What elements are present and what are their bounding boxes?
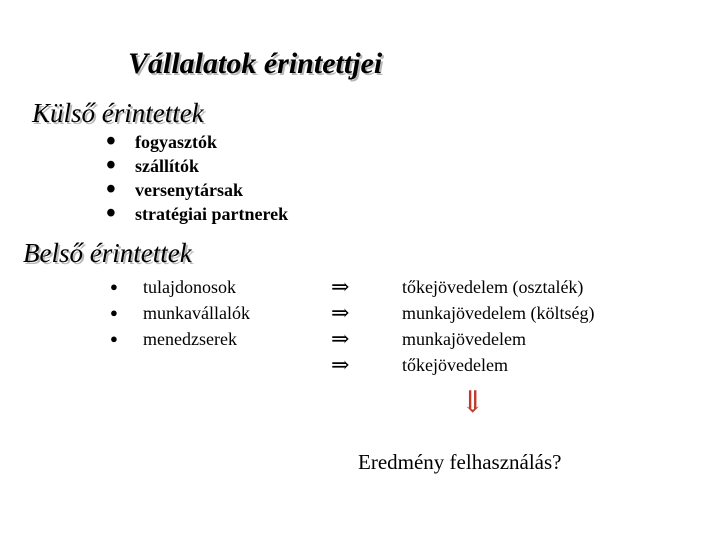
list-item — [110, 326, 250, 352]
income-types-list — [402, 274, 594, 378]
result-usage-question: Eredmény felhasználás? — [358, 450, 562, 474]
income-item-capital-dividend: tőkejövedelem (osztalék) — [402, 277, 584, 297]
external-item-consumers: fogyasztók — [135, 132, 217, 152]
list-item — [110, 300, 250, 326]
income-item-labour-cost: munkajövedelem (költség) — [402, 303, 595, 323]
internal-stakeholders-heading: Belső érintettek — [23, 238, 192, 268]
bullet-icon: ● — [110, 331, 118, 346]
list-item — [106, 150, 288, 181]
internal-stakeholders-list — [110, 274, 250, 352]
implies-arrow-icon: ⇒ — [331, 326, 350, 351]
implies-arrow-icon: ⇒ — [331, 300, 350, 325]
external-item-competitors: versenytársak — [135, 180, 243, 200]
list-item — [106, 174, 288, 205]
bullet-icon: ● — [110, 279, 118, 294]
external-item-suppliers: szállítók — [135, 156, 200, 176]
income-item-labour: munkajövedelem — [402, 329, 526, 349]
implication-arrows — [331, 274, 349, 378]
bullet-icon: • — [106, 198, 116, 229]
external-stakeholders-heading: Külső érintettek — [32, 98, 204, 128]
income-item-capital: tőkejövedelem — [402, 355, 508, 375]
list-item — [110, 274, 250, 300]
implies-arrow-icon: ⇒ — [331, 274, 350, 299]
external-stakeholders-list — [106, 126, 289, 229]
external-item-strategic-partners: stratégiai partnerek — [135, 204, 289, 224]
bullet-icon: • — [106, 174, 116, 205]
internal-item-managers: menedzserek — [143, 329, 237, 349]
slide-title: Vállalatok érintettjei — [128, 47, 383, 80]
list-item — [106, 126, 288, 157]
bullet-icon: • — [106, 126, 116, 157]
internal-item-owners: tulajdonosok — [143, 277, 236, 297]
list-item — [106, 198, 289, 229]
implies-arrow-icon: ⇒ — [331, 352, 350, 377]
down-arrow-icon: ⇓ — [460, 386, 486, 419]
bullet-icon: ● — [110, 305, 118, 320]
bullet-icon: • — [106, 150, 116, 181]
internal-item-employees: munkavállalók — [143, 303, 250, 323]
